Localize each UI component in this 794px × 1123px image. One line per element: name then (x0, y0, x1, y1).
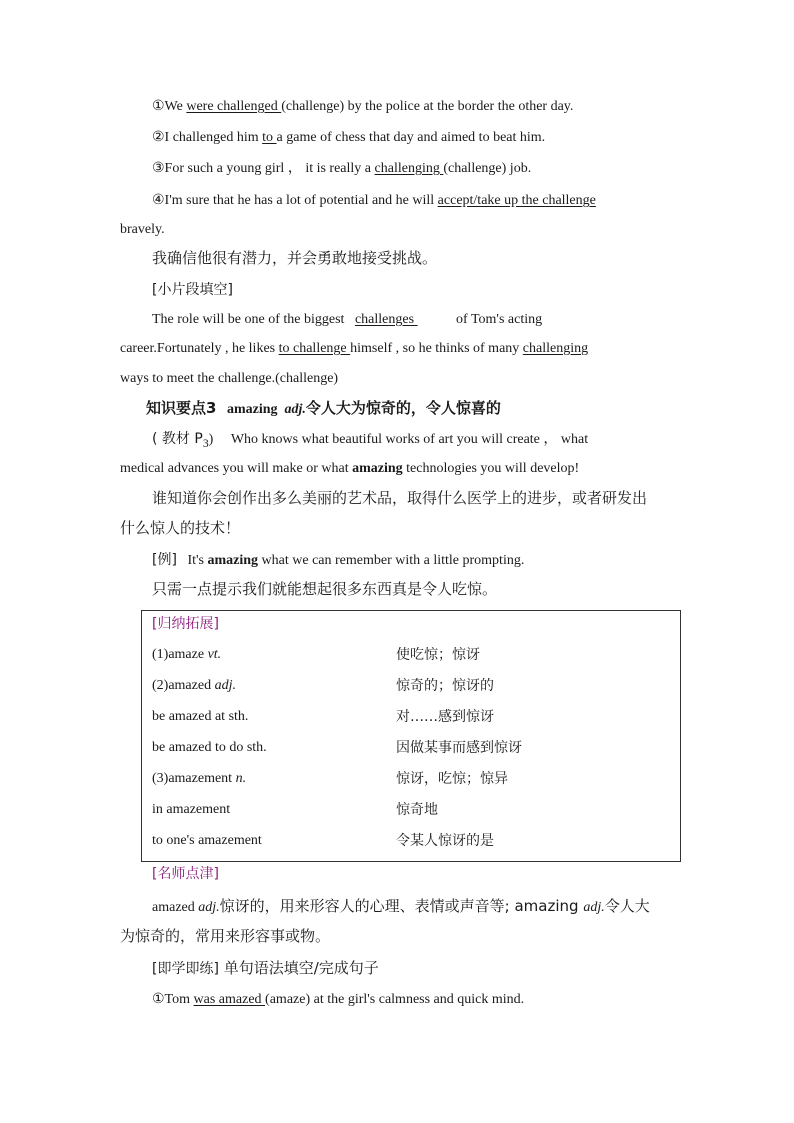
fragment-line-2: career.Fortunately , he likes to challenge himself , so he thinks of many challenging (120, 341, 589, 356)
answer-blank: to challenge (278, 341, 351, 356)
answer-blank: challenging (374, 161, 444, 176)
exercise-sentence-2: ②I challenged him to a game of chess that day and aimed to beat him. (152, 130, 546, 145)
summary-row-meaning: 对……感到惊讶 (396, 709, 494, 725)
fragment-line-3: ways to meet the challenge.(challenge) (120, 371, 339, 386)
summary-row-term: to one's amazement (152, 833, 262, 848)
summary-row-meaning: 因做某事而感到惊讶 (396, 740, 522, 756)
summary-row-meaning: 惊奇的；惊讶的 (396, 678, 494, 694)
tip-line-2: 为惊奇的，常用来形容事或物。 (120, 927, 331, 945)
example-translation: 只需一点提示我们就能想起很多东西真是令人吃惊。 (152, 580, 498, 598)
textbook-quote-line-1: ( 教材 $P_3$) Who knows what beautiful works of art you will create ， what (152, 431, 589, 450)
summary-row-meaning: 惊奇地 (396, 802, 438, 818)
exercise-sentence-1: ①We were challenged (challenge) by the police at the border the other day. (152, 99, 574, 114)
quote-translation-1: 谁知道你会创作出多么美丽的艺术品，取得什么医学上的进步，或者研发出 (152, 489, 648, 507)
summary-row-meaning: 令某人惊讶的是 (396, 833, 494, 849)
summary-tag: [归纳拓展] (152, 616, 219, 632)
summary-row-term: (2)amazed adj. (152, 678, 236, 693)
summary-row-term: in amazement (152, 802, 231, 817)
answer-blank: to (262, 130, 277, 145)
example-sentence: [例] It's amazing what we can remember with a little prompting. (152, 552, 525, 568)
answer-blank: was amazed (193, 992, 266, 1007)
summary-row-term: (3)amazement n. (152, 771, 247, 786)
exercise-sentence-4-translation: 我确信他很有潜力，并会勇敢地接受挑战。 (152, 249, 438, 267)
exercise-sentence-4-cont: bravely. (120, 222, 165, 237)
quote-translation-2: 什么惊人的技术！ (120, 519, 241, 537)
knowledge-point-heading: 知识要点3 amazing adj.令人大为惊奇的，令人惊喜的 (146, 399, 501, 417)
fragment-tag: [小片段填空] (152, 282, 233, 298)
practice-heading: [即学即练] 单句语法填空/完成句子 (152, 959, 379, 977)
summary-row-meaning: 使吃惊；惊讶 (396, 647, 480, 663)
practice-sentence-1: ①Tom was amazed (amaze) at the girl's calmness and quick mind. (152, 992, 525, 1007)
point-label: 知识要点3 (146, 399, 217, 417)
fragment-line-1: The role will be one of the biggest challenges of Tom's acting (152, 312, 543, 327)
textbook-quote-line-2: medical advances you will make or what amazing technologies you will develop! (120, 461, 580, 476)
answer-blank: were challenged (186, 99, 282, 114)
tip-line-1: amazed adj.惊讶的，用来形容人的心理、表情或声音等; amazing adj.令人大 (152, 897, 650, 915)
summary-row-term: be amazed to do sth. (152, 740, 267, 755)
exercise-sentence-3: ③For such a young girl ， it is really a challenging (challenge) job. (152, 161, 532, 176)
summary-row-term: (1)amaze vt. (152, 647, 222, 662)
tip-tag: [名师点津] (152, 866, 219, 882)
summary-row-term: be amazed at sth. (152, 709, 249, 724)
answer-blank: accept/take up the challenge (437, 193, 596, 208)
answer-blank: challenging (522, 341, 589, 356)
summary-row-meaning: 惊讶，吃惊；惊异 (396, 771, 508, 787)
exercise-sentence-4: ④I'm sure that he has a lot of potential and he will accept/take up the challenge (152, 193, 596, 208)
answer-blank: challenges (354, 312, 418, 327)
